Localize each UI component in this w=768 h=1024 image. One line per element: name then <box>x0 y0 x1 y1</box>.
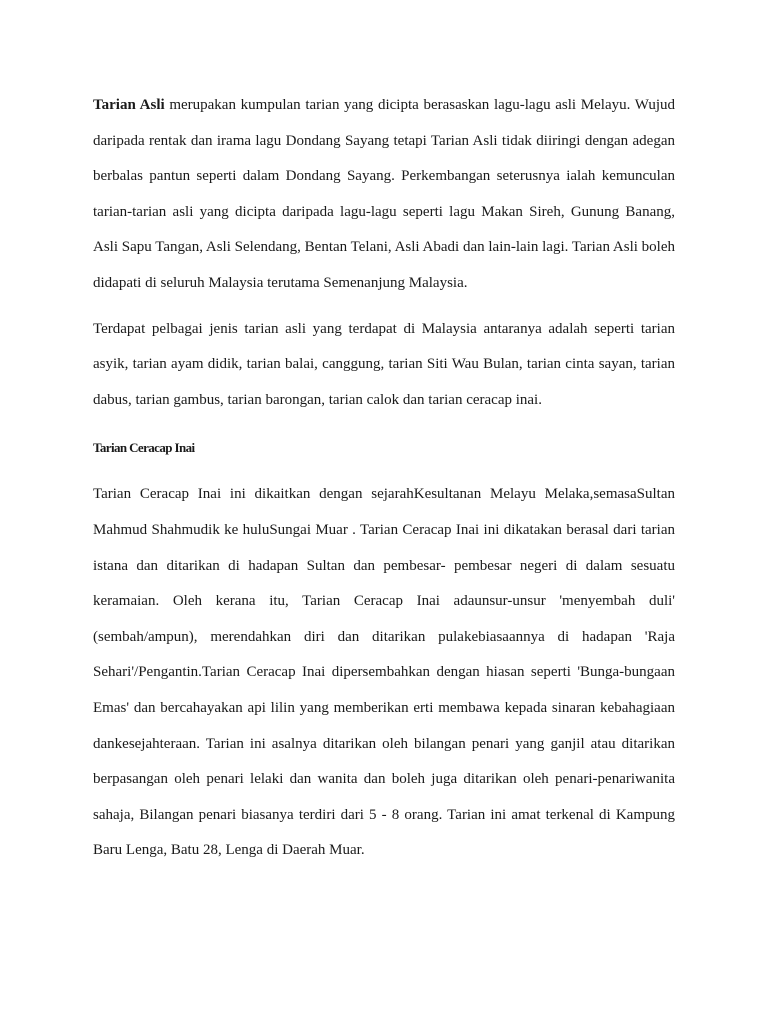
intro-paragraph-text: merupakan kumpulan tarian yang dicipta berasaskan lagu-lagu asli Melayu. Wujud daripada rentak dan irama lagu Dondang Sayang tetapi Tarian Asli tidak diiringi dengan adegan berbalas pantun seperti dalam Dondang Sayang. Perkembangan seterusnya ialah kemunculan tarian-tarian asli yang dicipta daripada lagu-lagu seperti lagu Makan Sireh, Gunung Banang, Asli Sapu Tangan, Asli Selendang, Bentan Telani, Asli Abadi dan lain-lain lagi. Tarian Asli boleh didapati di seluruh Malaysia terutama Semenanjung Malaysia. <box>93 97 675 291</box>
section-heading: Tarian Ceracap Inai <box>93 440 195 456</box>
intro-paragraph <box>93 88 675 302</box>
ceracap-inai-paragraph: Tarian Ceracap Inai ini dikaitkan dengan sejarahKesultanan Melayu Melaka,semasaSultan Mahmud Shahmudik ke huluSungai Muar . Tarian Ceracap Inai ini dikatakan berasal dari tarian istana dan ditarikan di hadapan Sultan dan pembesar- pembesar negeri di dalam sesuatu keramaian. Oleh kerana itu, Tarian Ceracap Inai adaunsur-unsur 'menyembah duli' (sembah/ampun), merendahkan diri dan ditarikan pulakebiasaannya di hadapan 'Raja Sehari'/Pengantin.Tarian Ceracap Inai dipersembahkan dengan hiasan seperti 'Bunga-bungaan Emas' dan bercahayakan api lilin yang memberikan erti membawa kepada sinaran kebahagiaan dankesejahteraan. Tarian ini asalnya ditarikan oleh bilangan penari yang ganjil atau ditarikan berpasangan oleh penari lelaki dan wanita dan boleh juga ditarikan oleh penari-penariwanita sahaja, Bilangan penari biasanya terdiri dari 5 - 8 orang. Tarian ini amat terkenal di Kampung Baru Lenga, Batu 28, Lenga di Daerah Muar. <box>93 486 675 859</box>
intro-lead-term: Tarian Asli <box>93 97 165 113</box>
document-page <box>93 88 675 869</box>
types-paragraph: Terdapat pelbagai jenis tarian asli yang terdapat di Malaysia antaranya adalah seperti tarian asyik, tarian ayam didik, tarian balai, canggung, tarian Siti Wau Bulan, tarian cinta sayan, tarian dabus, tarian gambus, tarian barongan, tarian calok dan tarian ceracap inai. <box>93 320 675 408</box>
